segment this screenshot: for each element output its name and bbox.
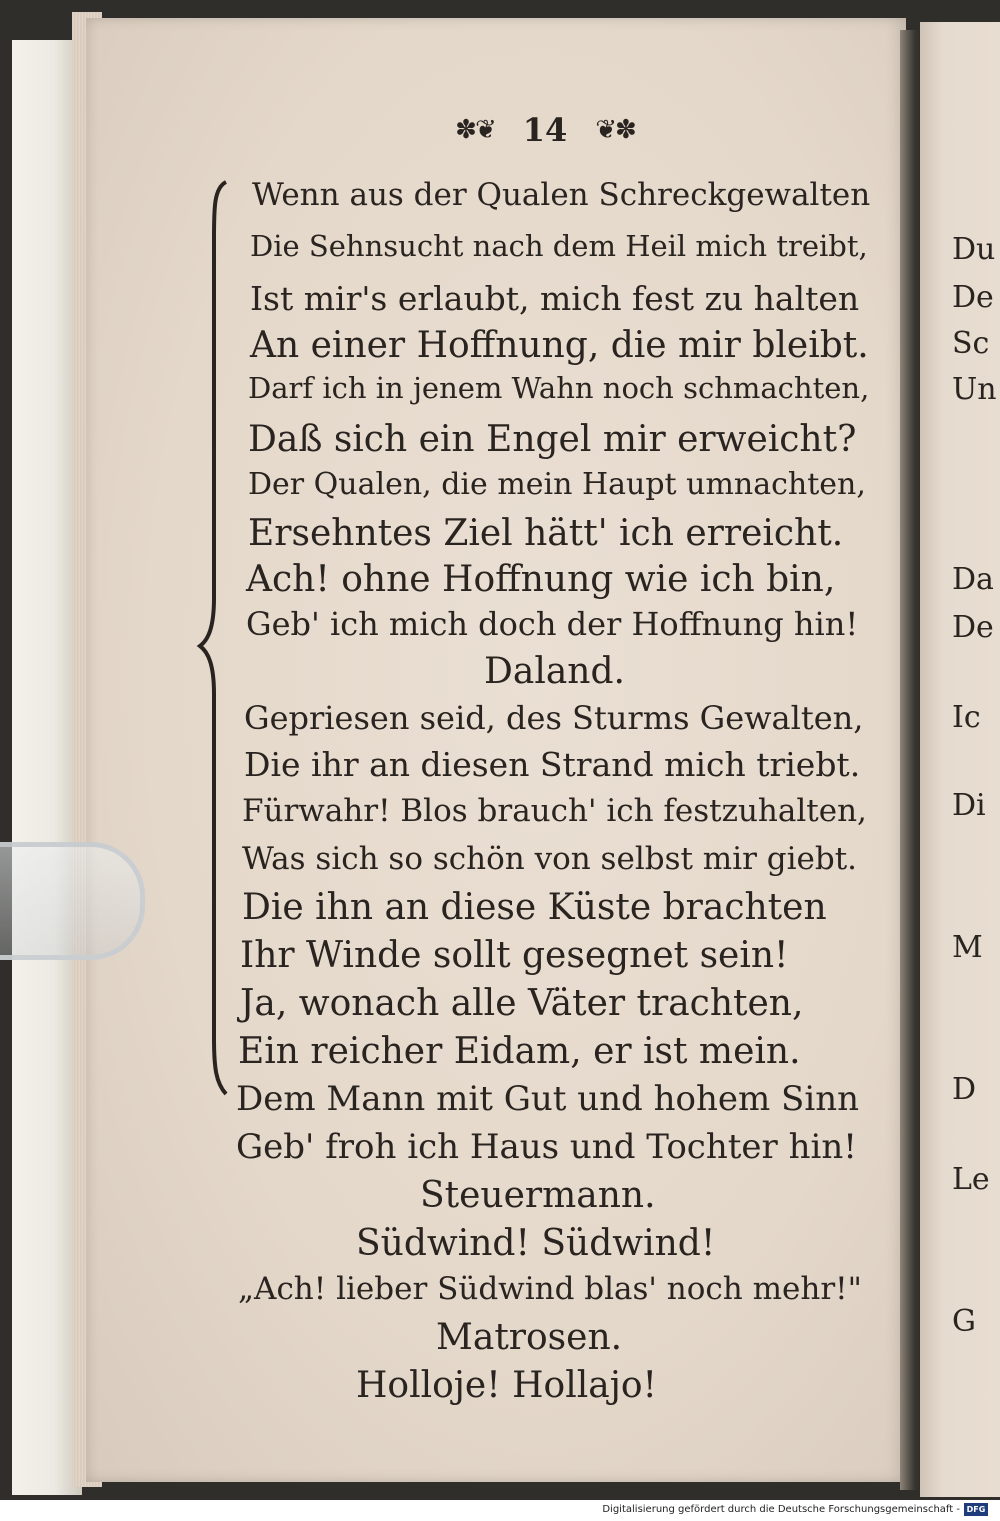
speaker-name: Steuermann.	[420, 1175, 656, 1216]
verse-line: Geb' froh ich Haus und Tochter hin!	[236, 1127, 857, 1167]
page-header	[430, 108, 660, 152]
right-page-fragment: M	[952, 930, 983, 965]
verse-line: Der Qualen, die mein Haupt umnachten,	[248, 467, 866, 502]
verse-line: „Ach! lieber Südwind blas' noch mehr!"	[238, 1271, 862, 1307]
speaker-name: Daland.	[484, 651, 625, 692]
verse-bracket-icon	[196, 178, 230, 1098]
right-page-fragment: De	[952, 610, 994, 645]
verse-line: Darf ich in jenem Wahn noch schmachten,	[248, 371, 870, 405]
right-page-fragment: Sc	[952, 326, 990, 361]
right-page-fragment: Le	[952, 1162, 990, 1197]
verse-line: Südwind! Südwind!	[356, 1223, 716, 1264]
verse-line: An einer Hoffnung, die mir bleibt.	[250, 325, 869, 366]
verse-line: Daß sich ein Engel mir erweicht?	[248, 419, 857, 460]
verse-line: Ja, wonach alle Väter trachten,	[240, 983, 804, 1024]
right-page-fragment: Ic	[952, 700, 981, 735]
right-page-fragment: G	[952, 1304, 976, 1339]
dfg-logo: DFG	[964, 1503, 988, 1516]
right-page-fragment: Di	[952, 788, 986, 823]
verse-line: Ersehntes Ziel hätt' ich erreicht.	[248, 513, 844, 554]
right-page-fragment: D	[952, 1072, 977, 1107]
verse-line: Dem Mann mit Gut und hohem Sinn	[236, 1079, 859, 1119]
verse-line: Die ihn an diese Küste brachten	[242, 887, 827, 928]
right-page-fragment: Un	[952, 372, 997, 407]
verse-line: Die ihr an diesen Strand mich triebt.	[244, 745, 861, 784]
ornament-right-icon: ❦✽	[595, 115, 635, 145]
speaker-name: Matrosen.	[436, 1317, 623, 1358]
verse-line: Ein reicher Eidam, er ist mein.	[238, 1031, 801, 1072]
right-page-fragment: De	[952, 280, 994, 315]
footer-credit: Digitalisierung gefördert durch die Deutsche Forschungsgemeinschaft -	[602, 1504, 960, 1515]
verse-line: Fürwahr! Blos brauch' ich festzuhalten,	[242, 793, 867, 829]
right-page-fragment: Da	[952, 562, 994, 597]
verse-line: Wenn aus der Qualen Schreckgewalten	[252, 177, 871, 213]
ornament-left-icon: ✽❦	[455, 115, 495, 145]
page-clip	[0, 842, 145, 960]
verse-line: Ist mir's erlaubt, mich fest zu halten	[250, 279, 860, 318]
verse-line: Was sich so schön von selbst mir giebt.	[242, 841, 858, 877]
verse-line: Die Sehnsucht nach dem Heil mich treibt,	[250, 229, 868, 263]
verse-line: Ach! ohne Hoffnung wie ich bin,	[246, 559, 836, 600]
right-page-fragment: Du	[952, 232, 996, 267]
verse-line: Holloje! Hollajo!	[356, 1365, 658, 1406]
verse-line: Gepriesen seid, des Sturms Gewalten,	[244, 699, 864, 737]
page-number: 14	[522, 111, 568, 149]
verse-line: Geb' ich mich doch der Hoffnung hin!	[246, 605, 859, 643]
verse-line: Ihr Winde sollt gesegnet sein!	[240, 935, 789, 976]
